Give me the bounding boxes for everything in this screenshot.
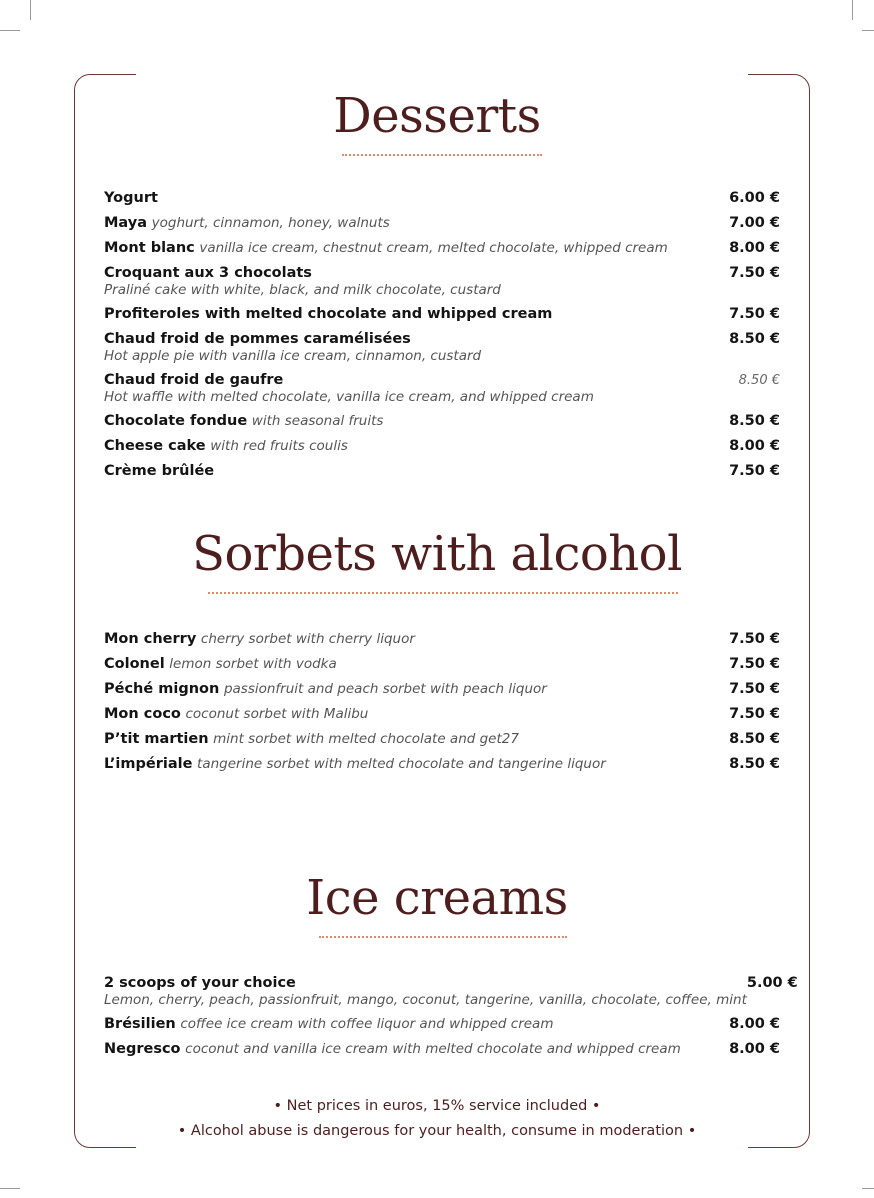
menu-item-name: Chocolate fondue	[104, 413, 248, 429]
menu-item	[104, 1016, 780, 1033]
menu-item-price: 8.50 €	[729, 331, 780, 347]
menu-item	[104, 731, 780, 748]
menu-item	[104, 438, 780, 455]
menu-item-name: Negresco	[104, 1041, 181, 1057]
menu-item-price: 8.00 €	[729, 438, 780, 454]
menu-item	[104, 190, 780, 207]
menu-item	[104, 631, 780, 648]
menu-item	[104, 656, 780, 673]
menu-item	[104, 413, 780, 430]
crop-mark	[862, 1188, 874, 1189]
menu-item-text	[104, 190, 158, 207]
menu-item-text	[104, 631, 415, 648]
menu-item-price: 7.50 €	[729, 681, 780, 697]
menu-item-description: tangerine sorbet with melted chocolate and tangerine liquor	[197, 756, 606, 772]
menu-item-text	[104, 1041, 681, 1058]
menu-item	[104, 1041, 780, 1058]
menu-item-name: Croquant aux 3 chocolats	[104, 265, 312, 281]
menu-item-price: 7.50 €	[729, 631, 780, 647]
menu-item-subtitle: Lemon, cherry, peach, passionfruit, mango, coconut, tangerine, vanilla, chocolate, coffee, mint	[104, 992, 747, 1008]
menu-item-text	[104, 215, 390, 232]
menu-item-name: Yogurt	[104, 190, 158, 206]
menu-item-text	[104, 265, 501, 298]
menu-item-text	[104, 975, 747, 1008]
section-title-sorbets: Sorbets with alcohol	[192, 526, 682, 582]
footer-note-alcohol: • Alcohol abuse is dangerous for your health, consume in moderation •	[177, 1123, 697, 1139]
menu-item-price: 8.00 €	[729, 1041, 780, 1057]
menu-item-price: 8.50 €	[729, 413, 780, 429]
menu-item-text	[104, 438, 348, 455]
title-underline	[208, 592, 678, 594]
menu-item-name: Profiteroles with melted chocolate and whipped cream	[104, 306, 553, 322]
frame-gap	[136, 1144, 748, 1152]
menu-item-name: Crème brûlée	[104, 463, 215, 479]
menu-item-name: L’impériale	[104, 756, 193, 772]
menu-item-description: passionfruit and peach sorbet with peach liquor	[223, 681, 547, 697]
menu-item-text	[104, 706, 368, 723]
menu-item-price: 8.50 €	[729, 731, 780, 747]
menu-item-name: Mon cherry	[104, 631, 197, 647]
menu-item-text	[104, 372, 594, 405]
menu-item-price: 7.50 €	[729, 265, 780, 281]
menu-item-price: 8.50 €	[729, 756, 780, 772]
menu-item-subtitle: Praliné cake with white, black, and milk chocolate, custard	[104, 282, 501, 298]
menu-item-subtitle: Hot waffle with melted chocolate, vanilla ice cream, and whipped cream	[104, 389, 594, 405]
menu-item	[104, 463, 780, 480]
menu-item-description: coconut sorbet with Malibu	[185, 706, 369, 722]
menu-item-name: P’tit martien	[104, 731, 209, 747]
menu-item-text	[104, 656, 337, 673]
menu-item	[104, 240, 780, 257]
menu-item-text	[104, 463, 214, 480]
menu-item-description: yoghurt, cinnamon, honey, walnuts	[151, 215, 390, 231]
crop-mark	[0, 30, 20, 31]
menu-item-price: 6.00 €	[729, 190, 780, 206]
menu-item	[104, 372, 780, 405]
menu-item-name: Mon coco	[104, 706, 181, 722]
menu-item-description: coconut and vanilla ice cream with melted chocolate and whipped cream	[185, 1041, 681, 1057]
menu-item-text	[104, 413, 383, 430]
menu-list-icecreams	[104, 975, 798, 1066]
menu-item-name: Chaud froid de pommes caramélisées	[104, 331, 411, 347]
menu-item-description: vanilla ice cream, chestnut cream, melted chocolate, whipped cream	[199, 240, 668, 256]
menu-item-name: Mont blanc	[104, 240, 195, 256]
crop-mark	[852, 0, 853, 20]
menu-item-description: with red fruits coulis	[210, 438, 348, 454]
menu-item-text	[104, 681, 547, 698]
menu-item-text	[104, 331, 481, 364]
menu-item	[104, 265, 780, 298]
frame-gap	[136, 70, 748, 78]
crop-mark	[0, 1188, 20, 1189]
menu-item-name: Cheese cake	[104, 438, 206, 454]
menu-item-description: coffee ice cream with coffee liquor and whipped cream	[180, 1016, 554, 1032]
menu-item-text	[104, 240, 668, 257]
menu-item	[104, 331, 780, 364]
footer-note-prices: • Net prices in euros, 15% service included •	[273, 1098, 601, 1114]
menu-item-description: with seasonal fruits	[251, 413, 384, 429]
menu-item	[104, 681, 780, 698]
menu-item-text	[104, 756, 606, 773]
menu-item	[104, 706, 780, 723]
menu-item-text	[104, 731, 519, 748]
menu-item-price: 8.00 €	[729, 240, 780, 256]
menu-item-name: Péché mignon	[104, 681, 220, 697]
menu-item-description: cherry sorbet with cherry liquor	[200, 631, 415, 647]
menu-item-name: Colonel	[104, 656, 165, 672]
section-title-icecreams: Ice creams	[306, 870, 568, 926]
menu-item	[104, 756, 780, 773]
menu-item	[104, 975, 798, 1008]
menu-item-price: 8.50 €	[738, 373, 780, 388]
menu-item	[104, 306, 780, 323]
title-underline	[319, 936, 567, 938]
menu-item-price: 7.50 €	[729, 706, 780, 722]
menu-item-price: 8.00 €	[729, 1016, 780, 1032]
crop-mark	[862, 30, 874, 31]
menu-item-text	[104, 1016, 553, 1033]
menu-item-subtitle: Hot apple pie with vanilla ice cream, cinnamon, custard	[104, 348, 482, 364]
section-title-desserts: Desserts	[333, 88, 541, 144]
menu-item-name: Maya	[104, 215, 148, 231]
menu-item-name: Brésilien	[104, 1016, 176, 1032]
menu-item-price: 7.50 €	[729, 656, 780, 672]
menu-item-name: 2 scoops of your choice	[104, 975, 296, 991]
menu-item-price: 7.00 €	[729, 215, 780, 231]
menu-item	[104, 215, 780, 232]
menu-item-price: 7.50 €	[729, 463, 780, 479]
menu-list-sorbets	[104, 631, 780, 781]
menu-item-name: Chaud froid de gaufre	[104, 372, 284, 388]
menu-item-text	[104, 306, 552, 323]
menu-list-desserts	[104, 190, 780, 488]
menu-item-description: lemon sorbet with vodka	[169, 656, 337, 672]
crop-mark	[30, 0, 31, 20]
menu-item-price: 7.50 €	[729, 306, 780, 322]
menu-item-price: 5.00 €	[746, 975, 798, 991]
title-underline	[342, 154, 542, 156]
menu-item-description: mint sorbet with melted chocolate and get27	[213, 731, 519, 747]
